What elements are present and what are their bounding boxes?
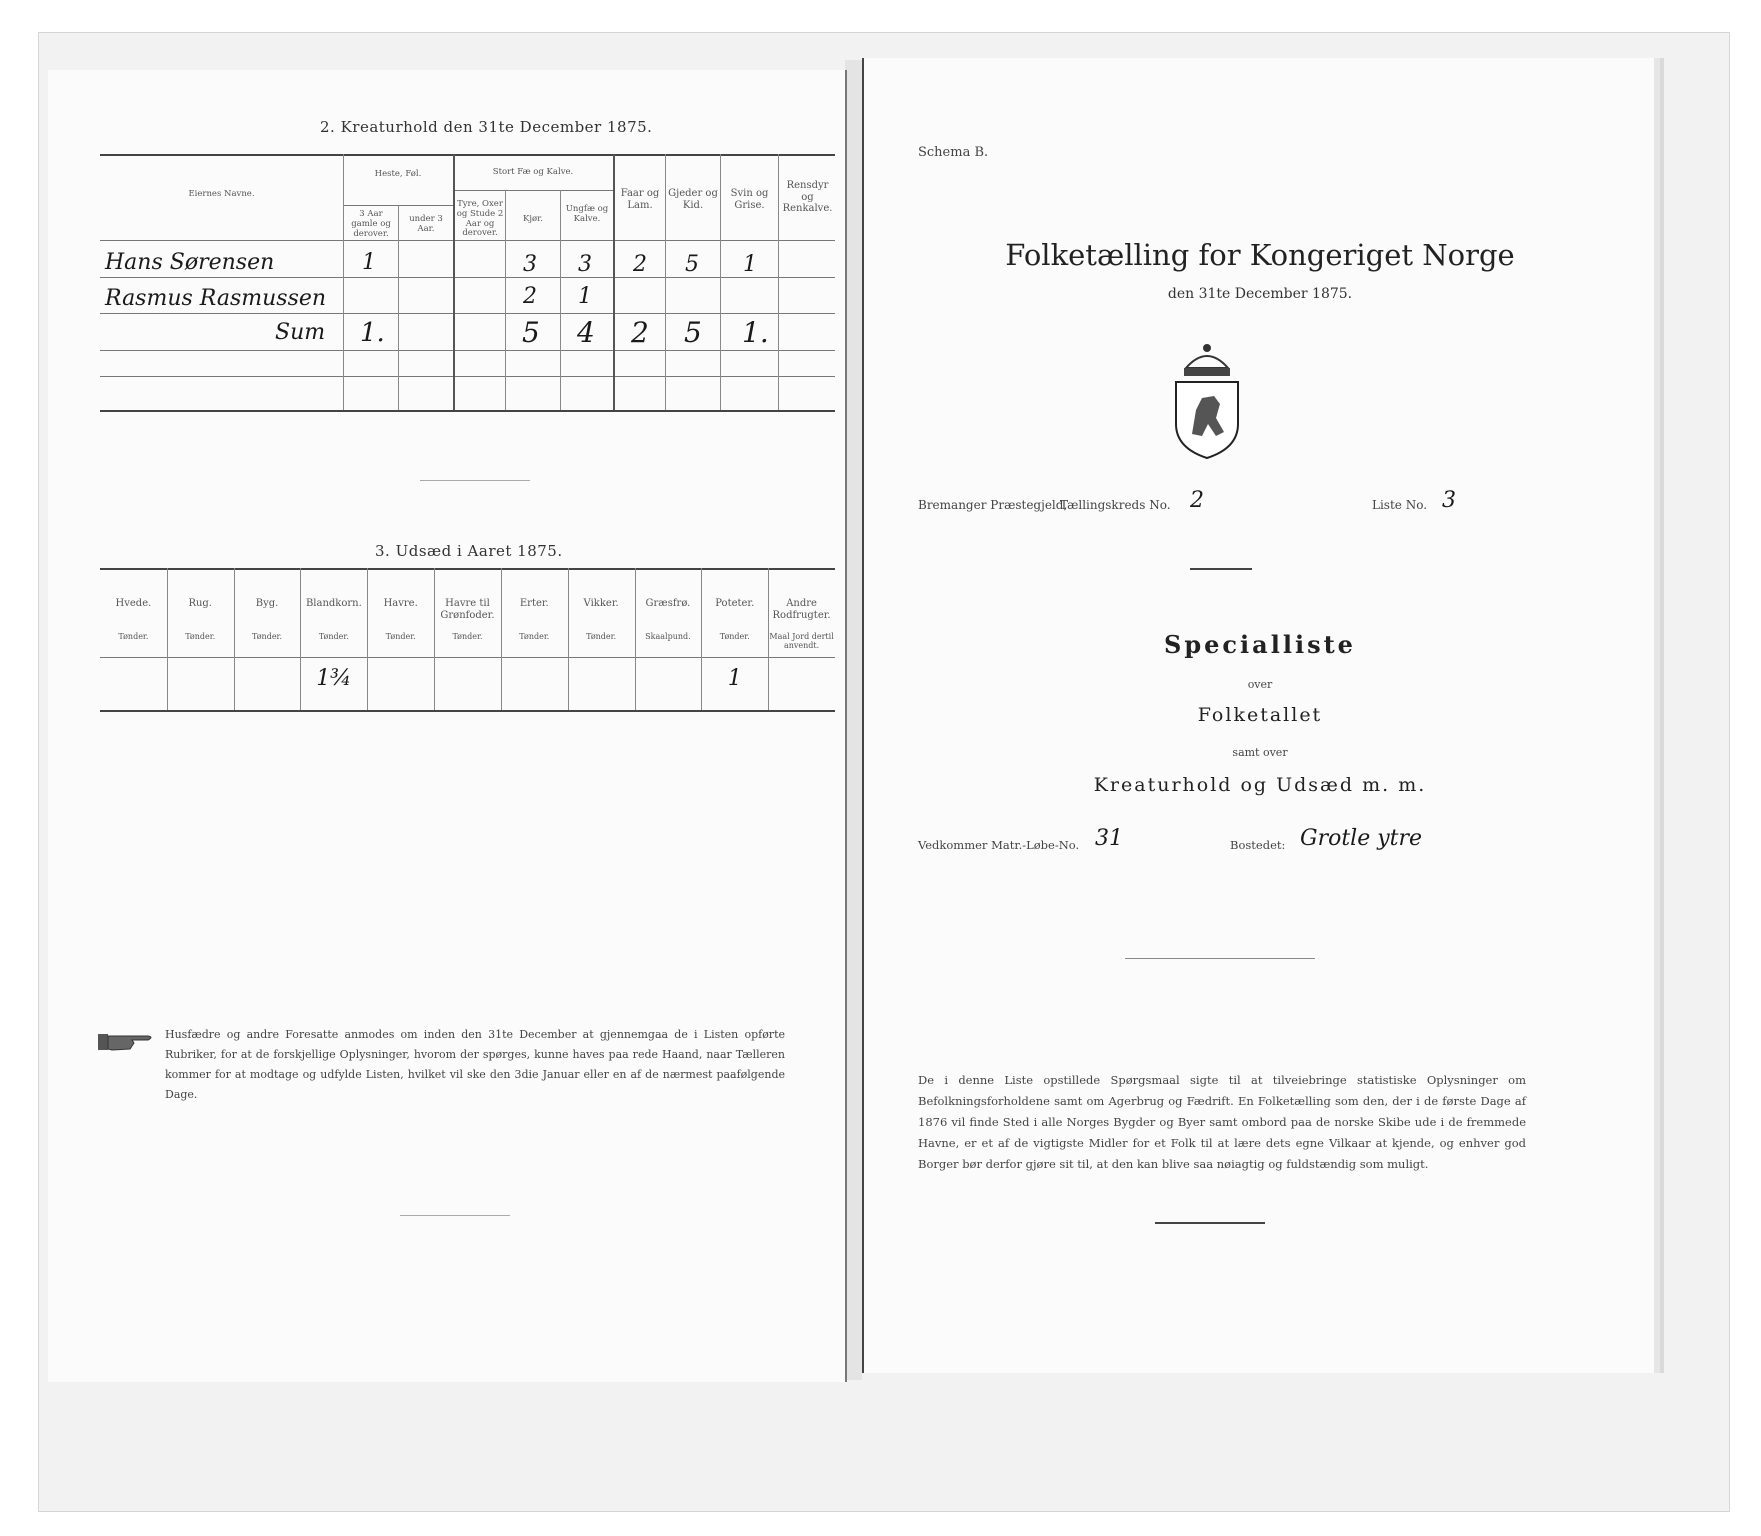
udsaed-col-header: Byg. [255,598,279,609]
udsaed-col-header: Poteter. [715,598,755,609]
section3-title: 3. Udsæd i Aaret 1875. [375,542,563,560]
header-stort-c: Ungfæ og Kalve. [565,204,609,224]
table2-col-rule [453,154,455,410]
header-gjeder: Gjeder og Kid. [668,188,718,211]
schema-label: Schema B. [918,145,989,160]
header-owner: Eiernes Navne. [188,189,255,199]
matr-value: 31 [1095,826,1123,851]
kreds-label: Tællingskreds No. [1060,498,1171,512]
sum-value: 2 [631,316,649,349]
udsaed-col-unit: Tønder. [385,632,416,641]
udsaed-col-unit: Tønder. [452,632,483,641]
table3-header-rule [100,657,835,658]
sum-value: 4 [577,316,595,349]
table2-subheader-rule [453,190,613,191]
table2-row-rule [100,350,835,351]
header-heste-a: 3 Aar gamle og derover. [351,209,391,239]
udsaed-col-header: Græsfrø. [645,598,691,609]
table2-top-rule [100,154,835,156]
table2-col-rule [778,154,779,410]
table3-bottom-rule [100,710,835,712]
table3-top-rule [100,568,835,570]
header-heste-b: under 3 Aar. [409,214,443,234]
main-title: Folketælling for Kongeriget Norge [1005,238,1515,272]
table2-row-rule [100,313,835,314]
coat-of-arms-icon [1158,338,1256,466]
owner-name: Hans Sørensen [105,250,275,275]
table2-col-rule [398,205,399,410]
udsaed-col-header: Andre Rodfrugter. [772,598,831,621]
header-stort-a: Tyre, Oxer og Stude 2 Aar og derover. [456,199,504,239]
cell-value: 2 [633,252,647,277]
cell-value: 1 [578,284,592,309]
divider-rule [1190,568,1252,570]
date-line: den 31te December 1875. [1167,286,1353,302]
divider-rule [400,1215,510,1216]
table2-col-rule [665,154,666,410]
sum-label: Sum [275,320,326,345]
udsaed-col-unit: Skaalpund. [645,632,691,641]
udsaed-col-header: Vikker. [583,598,619,609]
bostedet-value: Grotle ytre [1300,826,1423,851]
udsaed-col-unit: Tønder. [185,632,216,641]
header-rensdyr: Rensdyr og Renkalve. [782,180,833,214]
intro-paragraph: De i denne Liste opstillede Spørgsmaal sigte til at tilveiebringe statistiske Oplysninger om Befolkningsforholdene samt om Agerbrug og Fædrift. En Folketælling som den, der i de første Dage af 1876 vil finde Sted i alle Norges Bygder og Byer samt ombord paa de norske Skibe ude i de fremmede Havne, er et af de vigtigste Midler for et Folk til at lære dets egne Vilkaar at kjende, og enhver god Borger bør derfor gjøre sit til, at den kan blive saa nøiagtig og fuldstændig som muligt. [918,1073,1526,1171]
kreaturhold-heading: Kreaturhold og Udsæd m. m. [1093,774,1427,796]
divider-rule [1155,1222,1265,1224]
udsaed-col-unit: Maal Jord dertil anvendt. [769,632,834,651]
prestegjeld-label: Bremanger Præstegjeld, [918,498,1068,512]
table2-row-rule [100,277,835,278]
samt-over-text: samt over [1232,746,1288,759]
udsaed-col-header: Erter. [519,598,549,609]
divider-rule [420,480,530,481]
table2-col-rule [505,190,506,410]
udsaed-col-header: Havre til Grønfoder. [440,598,495,621]
udsaed-col-unit: Tønder. [719,632,750,641]
pointing-hand-icon [98,1028,156,1058]
over-text: over [1247,678,1273,691]
udsaed-col-header: Blandkorn. [305,598,362,609]
udsaed-col-unit: Tønder. [252,632,283,641]
udsaed-col-header: Hvede. [115,598,152,609]
section2-title: 2. Kreaturhold den 31te December 1875. [320,118,653,136]
folketallet-heading: Folketallet [1197,704,1323,726]
table2-col-rule [343,154,344,410]
bostedet-label: Bostedet: [1230,838,1286,852]
table2-col-rule [720,154,721,410]
liste-value: 3 [1442,488,1456,513]
header-stort-b: Kjør. [523,214,543,224]
table2-row-rule [100,376,835,377]
header-faar: Faar og Lam. [620,188,660,211]
header-heste: Heste, Føl. [374,169,422,179]
table2-col-rule [560,190,561,410]
cell-value: 1 [362,250,376,275]
table2-bottom-rule [100,410,835,412]
specialliste-heading: Specialliste [1164,630,1356,659]
kreds-value: 2 [1190,488,1204,513]
cell-value: 2 [523,284,537,309]
udsaed-col-unit: Tønder. [586,632,617,641]
cell-value: 3 [523,252,537,277]
book-spine [845,60,862,1380]
cell-value: 5 [685,252,699,277]
sum-value: 5 [684,316,702,349]
header-svin: Svin og Grise. [730,188,769,211]
matr-label: Vedkommer Matr.-Løbe-No. [918,838,1080,852]
sum-value: 1. [742,316,769,349]
udsaed-col-header: Rug. [188,598,212,609]
cell-value: 1 [743,252,757,277]
cell-value: 3 [578,252,592,277]
header-stort: Stort Fæ og Kalve. [492,167,574,177]
udsaed-value: 1 [727,666,742,691]
udsaed-col-unit: Tønder. [118,632,149,641]
udsaed-col-header: Havre. [383,598,418,609]
sum-value: 1. [360,318,385,348]
udsaed-col-unit: Tønder. [519,632,550,641]
owner-name: Rasmus Rasmussen [105,286,327,311]
liste-label: Liste No. [1372,498,1428,512]
divider-rule [1125,958,1315,959]
udsaed-value: 1¾ [316,666,352,691]
notice-text: Husfædre og andre Foresatte anmodes om inden den 31te December at gjennemgaa de i Listen opførte Rubriker, for at de forskjellige Oplysninger, hvorom der spørges, kunne haves paa rede Haand, naar Tælleren kommer for at modtage og udfylde Listen, hvilket vil ske den 3die Januar eller en af de nærmest paafølgende Dage. [165,1028,785,1101]
sum-value: 5 [522,316,540,349]
udsaed-col-unit: Tønder. [318,632,349,641]
table2-header-rule [100,240,835,241]
